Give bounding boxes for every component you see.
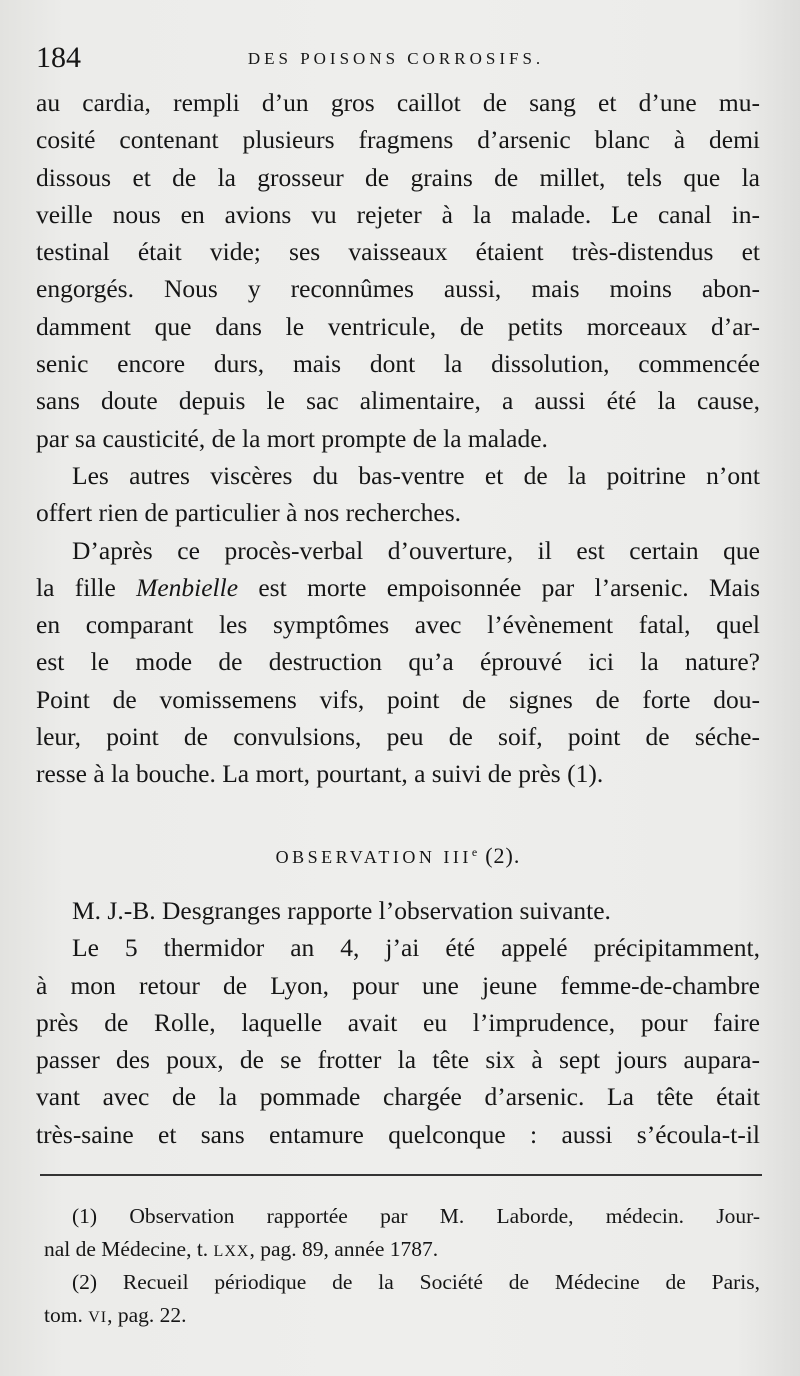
running-head: DES POISONS CORROSIFS. (247, 49, 545, 68)
observation-text (36, 892, 760, 1153)
text-fragment: nal de Médecine, t. (44, 1237, 209, 1261)
footnote-line (44, 1299, 760, 1332)
text-line: vant avec de la pommade chargée d’arsenic. La tête était (36, 1082, 760, 1112)
text-line: D’après ce procès-verbal d’ouverture, il est certain que (72, 535, 760, 565)
text-line: Point de vomissemens vifs, point de signes de forte dou- (36, 684, 760, 714)
text-line: resse à la bouche. La mort, pourtant, a suivi de près (1). (36, 759, 604, 789)
text-line: près de Rolle, laquelle avait eu l’imprudence, pour faire (36, 1007, 760, 1037)
text-line: testinal était vide; ses vaisseaux étaient très-distendus et (36, 237, 760, 267)
footnote-line: (2) Recueil périodique de la Société de Médecine de Paris, (72, 1270, 760, 1294)
footnotes (44, 1200, 760, 1332)
italic-name: Menbielle (136, 572, 239, 602)
footnote-line (44, 1233, 760, 1266)
footnote-rule (40, 1174, 762, 1176)
paragraph (36, 457, 760, 532)
text-line: senic encore durs, mais dont la dissolution, commencée (36, 349, 760, 379)
paragraph (36, 532, 760, 793)
text-line: au cardia, rempli d’un gros caillot de sang et d’une mu- (36, 88, 760, 117)
text-line: à mon retour de Lyon, pour une jeune femme-de-chambre (36, 970, 760, 1000)
text-fragment: , pag. 22. (107, 1303, 187, 1327)
text-line: en comparant les symptômes avec l’évènement fatal, quel (36, 610, 760, 640)
heading-reference: (2). (485, 843, 521, 868)
text-line: offert rien de particulier à nos recherches. (36, 498, 462, 528)
main-text (36, 84, 760, 793)
text-line: sans doute depuis le sac alimentaire, a aussi été la cause, (36, 386, 760, 416)
text-line (36, 569, 760, 606)
text-line: engorgés. Nous y reconnûmes aussi, mais moins abon- (36, 274, 760, 304)
text-fragment: tom. (44, 1303, 83, 1327)
paragraph (36, 892, 760, 929)
text-line: est le mode de destruction qu’a éprouvé ici la nature? (36, 647, 760, 677)
text-fragment: est morte empoisonnée par l’arsenic. Mais (258, 572, 760, 602)
observation-heading (36, 834, 760, 870)
text-fragment: la fille (36, 572, 116, 602)
text-line: passer des poux, de se frotter la tête six à sept jours aupara- (36, 1045, 760, 1075)
paragraph (36, 84, 760, 457)
text-line: par sa causticité, de la mort prompte de la malade. (36, 423, 548, 453)
footnote-line: (1) Observation rapportée par M. Laborde, médecin. Jour- (72, 1204, 760, 1228)
text-line: leur, point de convulsions, peu de soif, point de séche- (36, 722, 760, 752)
text-line: Le 5 thermidor an 4, j’ai été appelé précipitamment, (72, 933, 760, 963)
heading-label: OBSERVATION III (275, 847, 472, 867)
page-header (36, 36, 756, 80)
text-line: veille nous en avions vu rejeter à la malade. Le canal in- (36, 199, 760, 229)
text-line: dissous et de la grosseur de grains de millet, tels que la (36, 162, 760, 192)
small-caps-volume: LXX (213, 1243, 250, 1260)
text-line: Les autres viscères du bas-ventre et de la poitrine n’ont (72, 460, 760, 490)
text-line: damment que dans le ventricule, de petits morceaux d’ar- (36, 311, 760, 341)
paragraph (36, 929, 760, 1153)
text-line: très-saine et sans entamure quelconque : aussi s’écoula-t-il (36, 1119, 760, 1149)
text-fragment: , pag. 89, année 1787. (249, 1237, 439, 1261)
small-caps-volume: VI (88, 1309, 108, 1326)
text-line: cosité contenant plusieurs fragmens d’arsenic blanc à demi (36, 125, 760, 155)
page-number: 184 (36, 41, 81, 74)
heading-superscript: e (471, 845, 478, 859)
text-line: M. J.-B. Desgranges rapporte l’observation suivante. (72, 896, 611, 925)
